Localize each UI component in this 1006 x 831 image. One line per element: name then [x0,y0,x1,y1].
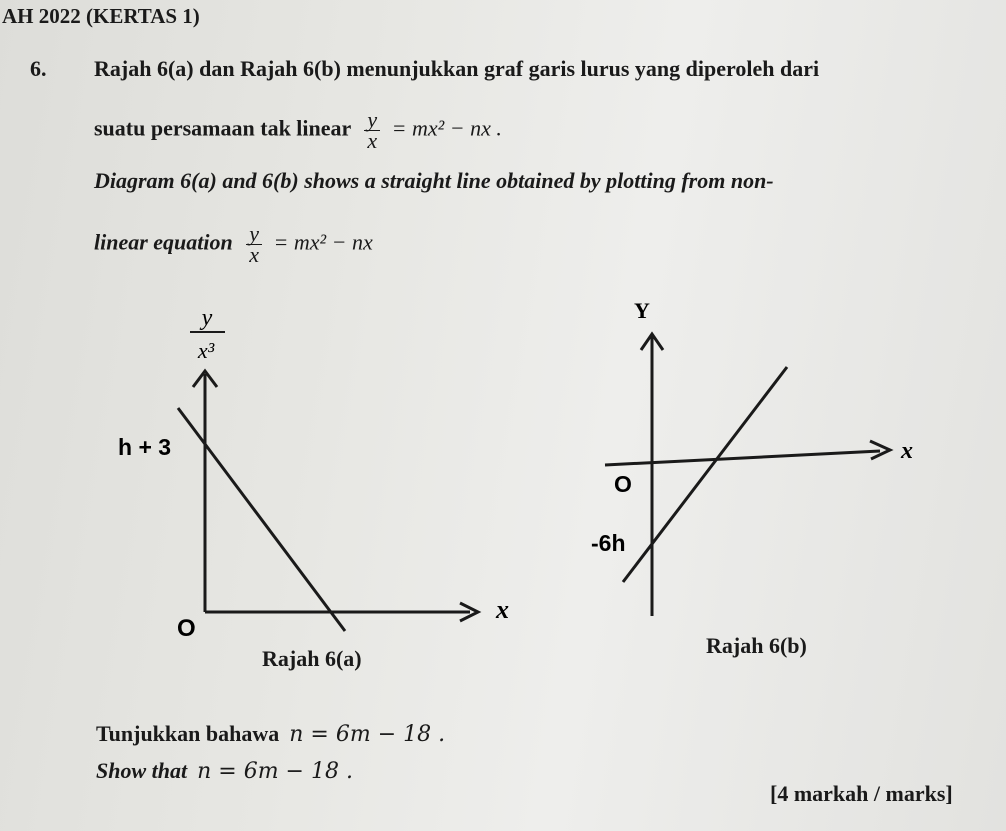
y-axis-label-6b: Y [634,298,650,323]
question-number: 6. [30,56,47,81]
task-en [96,758,353,784]
diagram-6a-caption: Rajah 6(a) [262,646,362,671]
diagram-6b [591,298,913,616]
origin-label-6b: O [614,471,632,497]
x-axis-label-6a: x [496,595,509,624]
y-axis-label-numerator: y [201,305,213,331]
task-ms-equation: n = 6m − 18 . [289,722,446,747]
equation-rhs-en: = mx² − nx [273,229,373,255]
question-text-ms-prefix: suatu persamaan tak linear [94,115,351,141]
y-axis-label-denominator: x³ [197,338,215,363]
x-axis-6b [605,451,880,465]
x-axis-label-6b: x [901,438,913,464]
diagram-6a [118,305,509,642]
task-ms-prefix: Tunjukkan bahawa [96,721,280,746]
fraction-denominator: x [367,128,378,153]
marks-label: [4 markah / marks] [770,781,953,806]
equation-rhs-ms: = mx² − nx . [391,115,502,141]
task-en-equation: n = 6m − 18 . [197,759,353,784]
fraction-numerator: y [364,110,380,131]
origin-label-6a: O [177,615,196,642]
line-graph-6a [178,408,345,631]
question-text-en-line1: Diagram 6(a) and 6(b) shows a straight line obtained by plotting from non- [94,168,774,193]
fraction-denominator: x [249,242,260,267]
task-en-prefix: Show that [96,758,188,783]
task-ms [96,721,445,747]
y-intercept-label-6b: -6h [591,530,626,556]
question-text-ms-line1: Rajah 6(a) dan Rajah 6(b) menunjukkan graf garis lurus yang diperoleh dari [94,56,820,81]
paper-header: AH 2022 (KERTAS 1) [2,4,200,28]
line-graph-6b [623,367,787,582]
y-intercept-label-6a: h + 3 [118,434,172,460]
question-text-en-prefix: linear equation [94,229,233,255]
fraction-numerator: y [246,224,262,245]
diagram-6b-caption: Rajah 6(b) [706,633,807,658]
